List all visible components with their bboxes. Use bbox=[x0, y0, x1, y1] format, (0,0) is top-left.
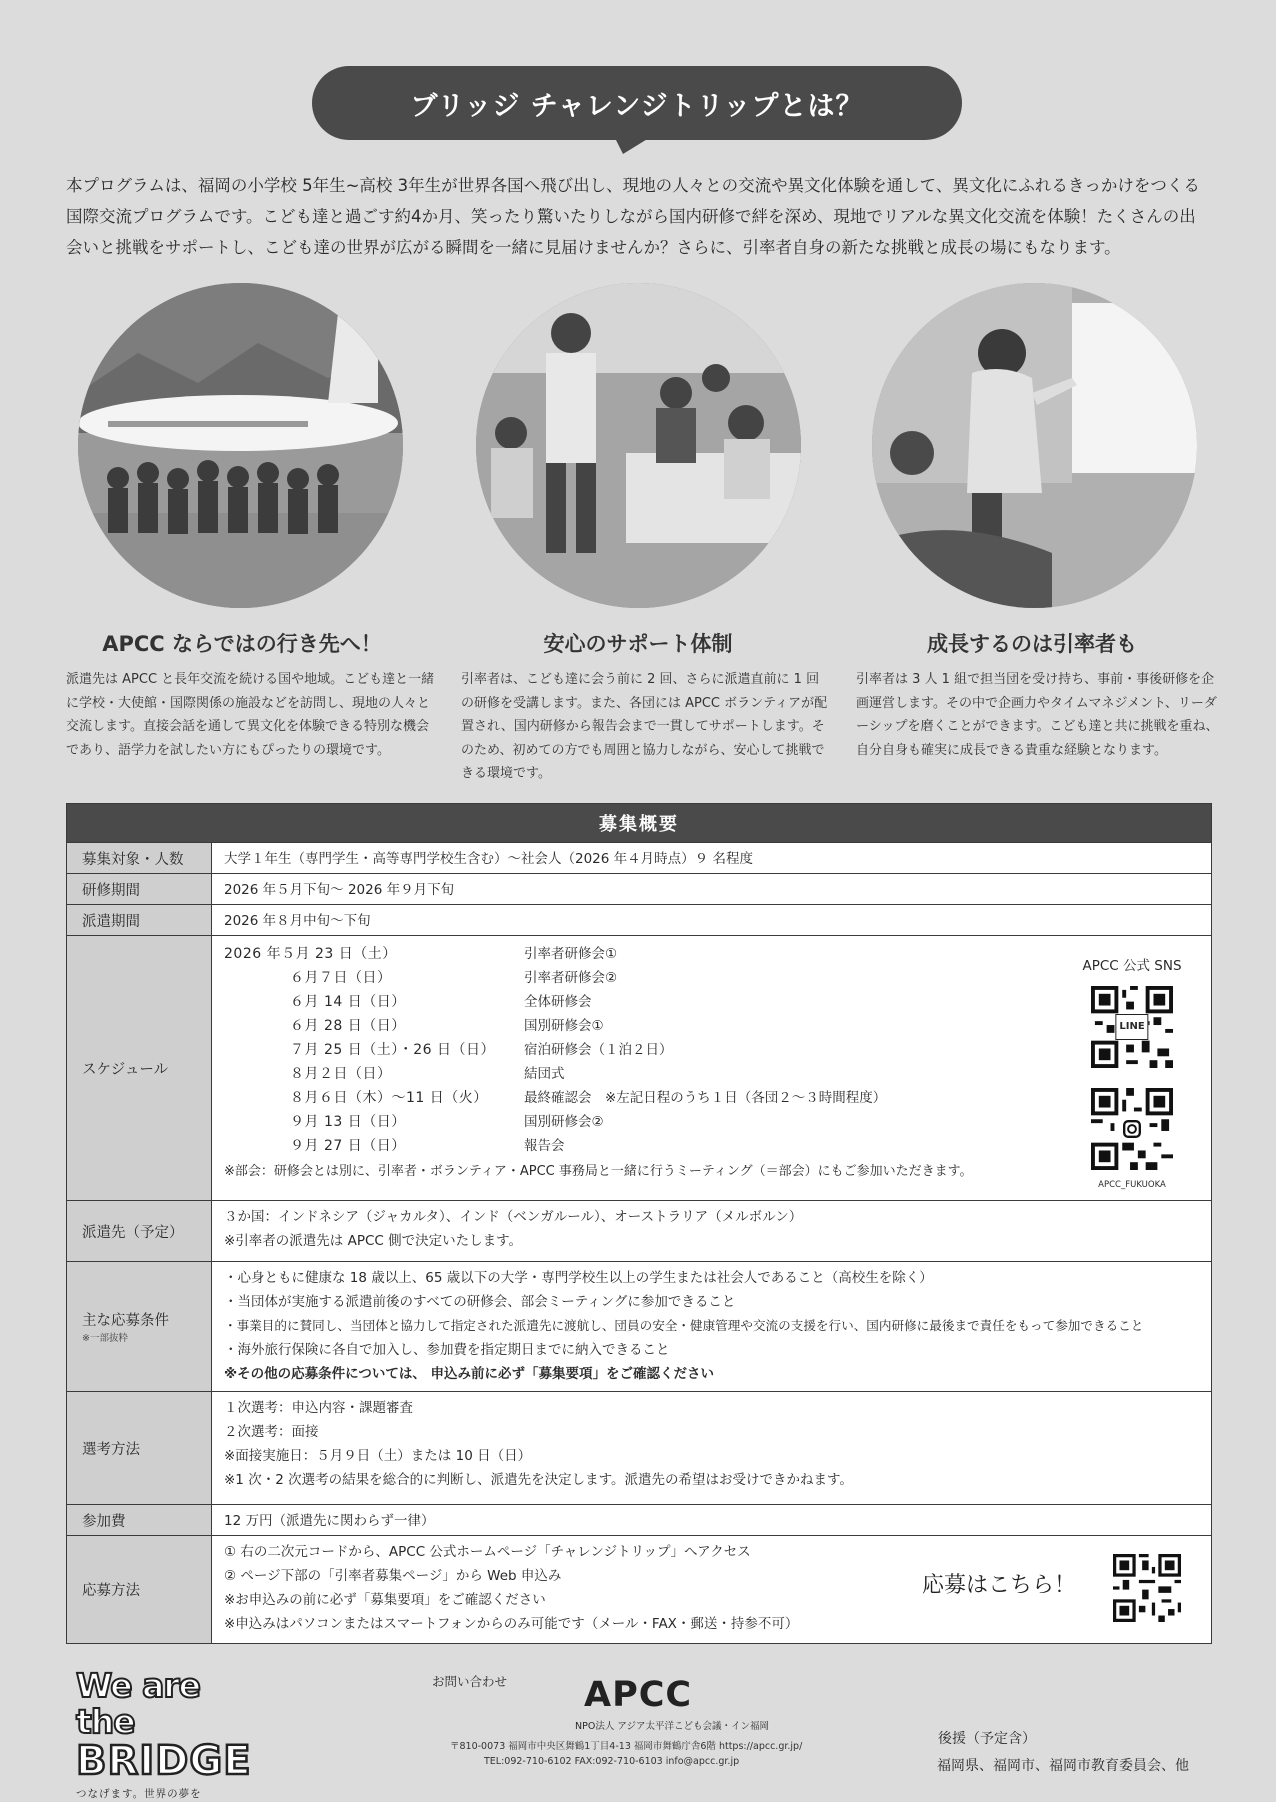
row-value bbox=[212, 1536, 1211, 1643]
logo-tagline: つなげます。世界の夢を bbox=[76, 1788, 202, 1800]
apply-note: ※申込みはパソコンまたはスマートフォンからのみ可能です（メール・FAX・郵送・持参不可） bbox=[224, 1616, 799, 1632]
conditions-sub: ※一部抜粋 bbox=[82, 1333, 128, 1344]
photo-workshop bbox=[476, 283, 801, 608]
airplane-group-image bbox=[78, 283, 403, 608]
presentation-image bbox=[872, 283, 1197, 608]
row-fee bbox=[67, 1504, 1211, 1535]
schedule-event: 宿泊研修会（１泊２日） bbox=[524, 1042, 673, 1058]
contact-label: お問い合わせ bbox=[432, 1674, 508, 1689]
schedule-date: ８月６日（木）～11 日（火） bbox=[290, 1090, 488, 1106]
feature-title-growth: 成長するのは引率者も bbox=[927, 632, 1137, 656]
apply-cta: 応募はこちら！ bbox=[921, 1573, 1076, 1598]
schedule-body bbox=[212, 936, 1211, 1200]
row-value: 大学１年生（専門学生・高等専門学校生含む）～社会人（2026 年４月時点）９ 名程度 bbox=[224, 851, 753, 867]
schedule-date: ９月 13 日（日） bbox=[290, 1114, 406, 1130]
row-label: スケジュール bbox=[67, 936, 212, 1200]
org-full-name: NPO法人 アジア太平洋こども会議・イン福岡 bbox=[575, 1721, 769, 1732]
qr-icon bbox=[1091, 1088, 1173, 1170]
row-apply bbox=[67, 1535, 1211, 1643]
row-value: 2026 年５月下旬～ 2026 年９月下旬 bbox=[224, 882, 455, 898]
feature-title-destinations: APCC ならではの行き先へ！ bbox=[102, 632, 382, 656]
condition-item: ・心身ともに健康な 18 歳以上、65 歳以下の大学・専門学校生以上の学生または社会人であること（高校生を除く） bbox=[224, 1270, 933, 1286]
row-label: 応募方法 bbox=[67, 1536, 212, 1643]
conditions-note: ※その他の応募条件については、 申込み前に必ず「募集要項」をご確認ください bbox=[224, 1366, 715, 1382]
logo-line1: We are the bbox=[76, 1666, 201, 1741]
line-badge: LINE bbox=[1115, 1014, 1148, 1040]
schedule-event: 報告会 bbox=[524, 1138, 565, 1154]
conditions-label: 主な応募条件 bbox=[82, 1313, 169, 1329]
selection-item: ※面接実施日：５月９日（土）または 10 日（日） bbox=[224, 1448, 532, 1464]
row-value: 2026 年８月中旬～下旬 bbox=[224, 913, 371, 929]
table-title: 募集概要 bbox=[67, 804, 1211, 842]
feature-text-destinations: 派遣先は APCC と長年交流を続ける国や地域。こども達と一緒に学校・大使館・国際関係の施設などを訪問し、現地の人々と交流します。直接会話を通して異文化を体験できる特別な機会であり、語学力を試したい方にもぴったりの環境です。 bbox=[66, 672, 435, 758]
bubble-tail bbox=[615, 138, 649, 154]
sns-title: APCC 公式 SNS bbox=[1082, 958, 1182, 974]
page-title: ブリッジ チャレンジトリップとは？ bbox=[410, 90, 864, 122]
row-schedule bbox=[67, 935, 1211, 1200]
logo-line2: BRIDGE bbox=[76, 1738, 252, 1784]
row-value bbox=[212, 1201, 1211, 1261]
schedule-note: ※部会：研修会とは別に、引率者・ボランティア・APCC 事務局と一緒に行うミーティング（＝部会）にもご参加いただきます。 bbox=[224, 1164, 973, 1179]
selection-item: ２次選考：面接 bbox=[224, 1424, 319, 1440]
photo-airplane-group bbox=[78, 283, 403, 608]
apply-note: ※お申込みの前に必ず「募集要項」をご確認ください bbox=[224, 1592, 546, 1608]
destination-countries: ３か国：インドネシア（ジャカルタ）、インド（ベンガルール）、オーストラリア（メルボルン） bbox=[224, 1209, 803, 1225]
schedule-date: ６月 28 日（日） bbox=[290, 1018, 406, 1034]
instagram-qr-code[interactable] bbox=[1091, 1088, 1173, 1170]
support-body: 福岡県、福岡市、福岡市教育委員会、他 bbox=[937, 1758, 1189, 1774]
row-label: 選考方法 bbox=[67, 1392, 212, 1504]
row-label: 派遣期間 bbox=[67, 905, 212, 935]
instagram-label: APCC_FUKUOKA bbox=[1098, 1180, 1166, 1190]
row-value bbox=[212, 1392, 1211, 1504]
line-qr-code[interactable] bbox=[1091, 986, 1173, 1068]
selection-item: ※1 次・2 次選考の結果を総合的に判断し、派遣先を決定します。派遣先の希望はお受けできかねます。 bbox=[224, 1472, 853, 1488]
feature-title-support: 安心のサポート体制 bbox=[543, 632, 733, 656]
row-dispatch-period bbox=[67, 904, 1211, 935]
org-logo: APCC bbox=[584, 1675, 693, 1715]
schedule-event: 引率者研修会① bbox=[524, 946, 618, 962]
selection-item: １次選考：申込内容・課題審査 bbox=[224, 1400, 413, 1416]
row-value: 12 万円（派遣先に関わらず一律） bbox=[224, 1513, 435, 1529]
schedule-event: 最終確認会 ※左記日程のうち１日（各団２～３時間程度） bbox=[524, 1090, 887, 1106]
apply-step: ② ページ下部の「引率者募集ページ」から Web 申込み bbox=[224, 1568, 562, 1584]
apply-qr-code[interactable] bbox=[1113, 1554, 1181, 1622]
row-label: 募集対象・人数 bbox=[67, 843, 212, 873]
feature-text-growth: 引率者は 3 人 1 組で担当団を受け持ち、事前・事後研修を企画運営します。その中で企画力やタイムマネジメント、リーダーシップを磨くことができます。こども達と共に挑戦を重ね、自分自身も確実に成長できる貴重な経験となります。 bbox=[856, 672, 1219, 758]
schedule-event: 国別研修会① bbox=[524, 1018, 604, 1034]
schedule-list bbox=[224, 942, 1199, 1158]
photo-presentation bbox=[872, 283, 1197, 608]
condition-item: ・当団体が実施する派遣前後のすべての研修会、部会ミーティングに参加できること bbox=[224, 1294, 736, 1310]
row-label: 参加費 bbox=[67, 1505, 212, 1535]
org-address: 〒810-0073 福岡市中央区舞鶴1丁目4-13 福岡市舞鶴庁舎6階 https://apcc.gr.jp/ bbox=[450, 1741, 803, 1752]
schedule-date: ６月７日（日） bbox=[290, 970, 392, 986]
workshop-image bbox=[476, 283, 801, 608]
schedule-date: ９月 27 日（日） bbox=[290, 1138, 406, 1154]
feature-text-support: 引率者は、こども達に会う前に 2 回、さらに派遣直前に 1 回の研修を受講します。また、各団には APCC ボランティアが配置され、国内研修から報告会まで一貫してサポートします。そのため、初めての方でも周囲と協力しながら、安心して挑戦できる環境です。 bbox=[461, 672, 828, 781]
row-label: 研修期間 bbox=[67, 874, 212, 904]
schedule-date: ６月 14 日（日） bbox=[290, 994, 406, 1010]
we-are-the-bridge-logo bbox=[76, 1668, 256, 1801]
schedule-event: 引率者研修会② bbox=[524, 970, 618, 986]
apply-step: ① 右の二次元コードから、APCC 公式ホームページ「チャレンジトリップ」へアクセス bbox=[224, 1544, 751, 1560]
row-label: 派遣先（予定） bbox=[67, 1201, 212, 1261]
row-training-period bbox=[67, 873, 1211, 904]
row-destination bbox=[67, 1200, 1211, 1261]
sns-block bbox=[1077, 954, 1187, 1197]
condition-item: ・事業目的に賛同し、当団体と協力して指定された派遣先に渡航し、団員の安全・健康管理や交流の支援を行い、国内研修に最後まで責任をもって参加できること bbox=[224, 1318, 1144, 1333]
destination-note: ※引率者の派遣先は APCC 側で決定いたします。 bbox=[224, 1233, 523, 1249]
schedule-event: 全体研修会 bbox=[524, 994, 592, 1010]
org-contact: TEL:092-710-6102 FAX:092-710-6103 info@apcc.gr.jp bbox=[484, 1756, 740, 1767]
schedule-event: 国別研修会② bbox=[524, 1114, 604, 1130]
schedule-date: 2026 年５月 23 日（土） bbox=[224, 946, 397, 962]
condition-item: ・海外旅行保険に各自で加入し、参加費を指定期日までに納入できること bbox=[224, 1342, 670, 1358]
row-conditions bbox=[67, 1261, 1211, 1391]
support-label: 後援（予定含） bbox=[938, 1731, 1036, 1747]
intro-paragraph: 本プログラムは、福岡の小学校 5年生~高校 3年生が世界各国へ飛び出し、現地の人々との交流や異文化体験を通して、異文化にふれるきっかけをつくる国際交流プログラムです。こども達と過ごす約4か月、笑ったり驚いたりしながら国内研修で絆を深め、現地でリアルな異文化交流を体験！たくさんの出会いと挑戦をサポートし、こども達の世界が広がる瞬間を一緒に見届けませんか？さらに、引率者自身の新たな挑戦と成長の場にもなります。 bbox=[66, 176, 1200, 257]
schedule-date: ７月 25 日（土）・26 日（日） bbox=[290, 1042, 495, 1058]
row-selection bbox=[67, 1391, 1211, 1504]
row-label bbox=[67, 1262, 212, 1391]
schedule-event: 結団式 bbox=[524, 1066, 565, 1082]
page-title-bubble bbox=[312, 66, 962, 140]
row-target bbox=[67, 842, 1211, 873]
row-value bbox=[212, 1262, 1211, 1391]
schedule-date: ８月２日（日） bbox=[290, 1066, 392, 1082]
recruitment-table bbox=[66, 803, 1212, 1644]
